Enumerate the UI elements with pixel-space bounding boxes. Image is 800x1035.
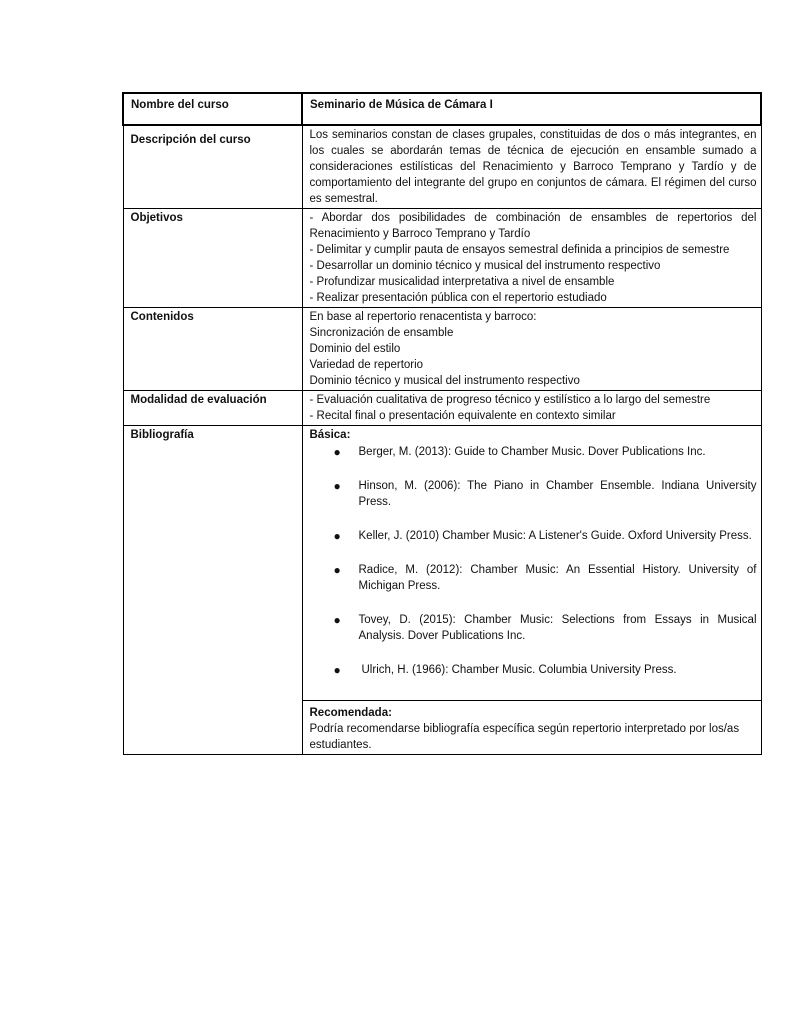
reference-item bbox=[334, 528, 757, 544]
reference-text: Keller, J. (2010) Chamber Music: A Listener's Guide. Oxford University Press. bbox=[358, 530, 752, 542]
row-course-name bbox=[123, 93, 761, 125]
row-contents bbox=[123, 308, 761, 391]
objective-item: - Abordar dos posibilidades de combinación de ensambles de repertorios del Renacimiento y Barroco Temprano y Tardío bbox=[309, 212, 757, 240]
objectives-list bbox=[302, 209, 761, 308]
reference-text: Radice, M. (2012): Chamber Music: An Essential History. University of Michigan Press. bbox=[358, 564, 757, 592]
bullet-icon: ● bbox=[333, 529, 341, 543]
course-name-label: Nombre del curso bbox=[123, 93, 302, 125]
reference-item bbox=[334, 444, 757, 460]
row-course-description bbox=[123, 125, 761, 209]
reference-text: Ulrich, H. (1966): Chamber Music. Columbia University Press. bbox=[361, 664, 677, 676]
bullet-icon: ● bbox=[333, 563, 341, 577]
row-bibliography-basic bbox=[123, 426, 761, 701]
reference-item bbox=[334, 478, 757, 510]
content-item: Sincronización de ensamble bbox=[309, 327, 454, 339]
reference-item bbox=[334, 662, 757, 678]
contents-list bbox=[302, 308, 761, 391]
reference-text: Hinson, M. (2006): The Piano in Chamber Ensemble. Indiana University Press. bbox=[358, 480, 757, 508]
row-evaluation bbox=[123, 391, 761, 426]
evaluation-label: Modalidad de evaluación bbox=[123, 391, 302, 426]
course-description-label: Descripción del curso bbox=[123, 125, 302, 209]
evaluation-item: - Evaluación cualitativa de progreso técnico y estilístico a lo largo del semestre bbox=[309, 394, 711, 406]
bullet-icon: ● bbox=[333, 613, 341, 627]
reference-item bbox=[334, 612, 757, 644]
objective-item: - Profundizar musicalidad interpretativa a nivel de ensamble bbox=[309, 276, 615, 288]
reference-item bbox=[334, 562, 757, 594]
objectives-label: Objetivos bbox=[123, 209, 302, 308]
row-objectives bbox=[123, 209, 761, 308]
bullet-icon: ● bbox=[333, 479, 341, 493]
content-item: Variedad de repertorio bbox=[309, 359, 424, 371]
recommended-text: Podría recomendarse bibliografía específica según repertorio interpretado por los/as estudiantes. bbox=[309, 723, 740, 751]
content-item: Dominio técnico y musical del instrumento respectivo bbox=[309, 375, 580, 387]
content-item: En base al repertorio renacentista y barroco: bbox=[309, 311, 537, 323]
basic-ref-list bbox=[310, 444, 757, 678]
course-description-value: Los seminarios constan de clases grupales, constituidas de dos o más integrantes, en los cuales se abordarán temas de técnica de ejecución en ensamble sumado a consideraciones estilísticas del Renacimiento y Barroco Temprano y Tardío y de comportamiento del integrante del grupo en conjuntos de cámara. El régimen del curso es semestral. bbox=[302, 125, 761, 209]
reference-text: Tovey, D. (2015): Chamber Music: Selections from Essays in Musical Analysis. Dover Publications Inc. bbox=[358, 614, 757, 642]
objective-item: - Desarrollar un dominio técnico y musical del instrumento respectivo bbox=[309, 260, 661, 272]
recommended-bibliography bbox=[302, 701, 761, 755]
evaluation-list bbox=[302, 391, 761, 426]
contents-label: Contenidos bbox=[123, 308, 302, 391]
bullet-icon: ● bbox=[333, 445, 341, 459]
bibliography-label: Bibliografía bbox=[123, 426, 302, 755]
objective-item: - Realizar presentación pública con el repertorio estudiado bbox=[309, 292, 607, 304]
evaluation-item: - Recital final o presentación equivalente en contexto similar bbox=[309, 410, 616, 422]
recommended-heading: Recomendada: bbox=[309, 707, 392, 719]
course-name-value: Seminario de Música de Cámara I bbox=[302, 93, 761, 125]
objective-item: - Delimitar y cumplir pauta de ensayos semestral definida a principios de semestre bbox=[309, 244, 730, 256]
bullet-icon: ● bbox=[333, 663, 341, 677]
content-item: Dominio del estilo bbox=[309, 343, 401, 355]
basic-bibliography bbox=[302, 426, 761, 701]
basic-heading: Básica: bbox=[309, 429, 351, 441]
reference-text: Berger, M. (2013): Guide to Chamber Music. Dover Publications Inc. bbox=[358, 446, 706, 458]
course-syllabus-table bbox=[122, 92, 762, 755]
